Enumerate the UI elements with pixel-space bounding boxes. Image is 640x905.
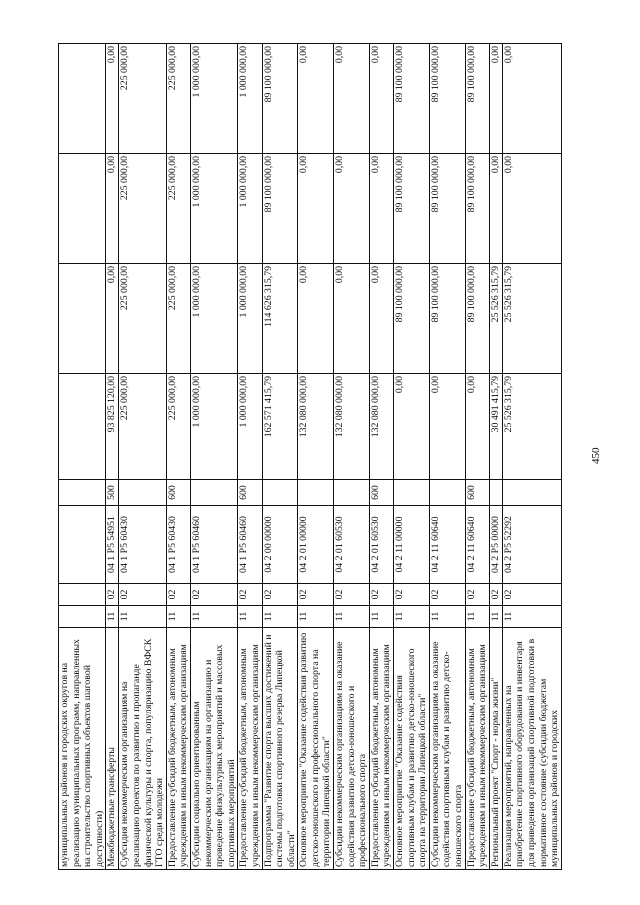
cell-csr: 04 2 11 60640 xyxy=(429,506,465,584)
cell-sum-2 xyxy=(59,264,106,374)
cell-gr: 11 xyxy=(334,606,370,628)
cell-sum-3: 225 000,00 xyxy=(166,154,190,264)
cell-sum-3: 0,00 xyxy=(369,154,393,264)
cell-sum-4: 0,00 xyxy=(502,44,561,154)
cell-sum-3: 0,00 xyxy=(298,154,334,264)
cell-vr: 600 xyxy=(369,480,393,506)
cell-sum-2: 0,00 xyxy=(106,264,119,374)
cell-sum-4: 89 100 000,00 xyxy=(262,44,298,154)
cell-pr: 02 xyxy=(502,584,561,606)
cell-sum-3: 1 000 000,00 xyxy=(190,154,237,264)
cell-vr: 600 xyxy=(166,480,190,506)
table-body xyxy=(59,44,562,870)
table-row xyxy=(489,44,502,870)
cell-gr: 11 xyxy=(262,606,298,628)
cell-sum-2: 25 526 315,79 xyxy=(502,264,561,374)
cell-pr: 02 xyxy=(190,584,237,606)
row-name: Межбюджетные трансферты xyxy=(106,628,119,870)
cell-sum-3: 1 000 000,00 xyxy=(238,154,262,264)
table-row xyxy=(334,44,370,870)
cell-pr: 02 xyxy=(429,584,465,606)
cell-gr: 11 xyxy=(166,606,190,628)
row-name: Основное мероприятие "Оказание содействия спортивным клубам и развитию детско-юношеского спорта на территории Липецкой области" xyxy=(394,628,430,870)
row-name: муниципальных районов и городских округов на реализацию муниципальных программ, направленных на строительство спортивных объектов шаговой доступности) xyxy=(59,628,106,870)
page-number: 450 xyxy=(590,447,602,464)
cell-sum-3 xyxy=(59,154,106,264)
cell-sum-3: 89 100 000,00 xyxy=(262,154,298,264)
row-name: Субсидии некоммерческим организациям на оказание содействия развитию детско-юношеского и профессионального спорта xyxy=(334,628,370,870)
cell-gr: 11 xyxy=(429,606,465,628)
cell-sum-3: 0,00 xyxy=(489,154,502,264)
table-row xyxy=(369,44,393,870)
cell-csr: 04 1 P5 54951 xyxy=(106,506,119,584)
cell-sum-2: 25 526 315,79 xyxy=(489,264,502,374)
cell-gr: 11 xyxy=(238,606,262,628)
cell-gr: 11 xyxy=(298,606,334,628)
cell-gr: 11 xyxy=(502,606,561,628)
cell-sum-4: 89 100 000,00 xyxy=(465,44,489,154)
table-row xyxy=(465,44,489,870)
row-name: Субсидия некоммерческим организациям на реализацию проектов по развитию и пропаганде физической культуры и спорта, популяризацию ВФСК ГТО среди молодежи xyxy=(119,628,166,870)
cell-vr: 600 xyxy=(238,480,262,506)
cell-pr: 02 xyxy=(166,584,190,606)
cell-sum-4: 1 000 000,00 xyxy=(238,44,262,154)
cell-pr: 02 xyxy=(119,584,166,606)
row-name: Субсидии социально ориентированным некоммерческим организациям на организацию и проведение физкультурных мероприятий и массовых спортивных мероприятий xyxy=(190,628,237,870)
cell-sum-2: 0,00 xyxy=(369,264,393,374)
table-row xyxy=(502,44,561,870)
cell-pr xyxy=(59,584,106,606)
cell-sum-2: 225 000,00 xyxy=(166,264,190,374)
table-row xyxy=(166,44,190,870)
cell-vr xyxy=(59,480,106,506)
cell-sum-3: 0,00 xyxy=(106,154,119,264)
cell-sum-1: 93 825 120,00 xyxy=(106,374,119,480)
cell-sum-2: 89 100 000,00 xyxy=(429,264,465,374)
cell-pr: 02 xyxy=(106,584,119,606)
cell-csr: 04 1 P5 60430 xyxy=(166,506,190,584)
cell-csr: 04 1 P5 60460 xyxy=(190,506,237,584)
cell-sum-4: 0,00 xyxy=(298,44,334,154)
cell-sum-4: 225 000,00 xyxy=(166,44,190,154)
cell-gr: 11 xyxy=(119,606,166,628)
cell-sum-2: 114 626 315,79 xyxy=(262,264,298,374)
cell-sum-1: 132 080 000,00 xyxy=(298,374,334,480)
cell-sum-3: 0,00 xyxy=(334,154,370,264)
cell-sum-3: 0,00 xyxy=(502,154,561,264)
cell-sum-4: 0,00 xyxy=(489,44,502,154)
cell-gr: 11 xyxy=(465,606,489,628)
cell-pr: 02 xyxy=(262,584,298,606)
cell-sum-1: 1 000 000,00 xyxy=(238,374,262,480)
cell-vr: 500 xyxy=(106,480,119,506)
cell-sum-1: 25 526 315,79 xyxy=(502,374,561,480)
cell-csr: 04 2 00 00000 xyxy=(262,506,298,584)
cell-sum-4 xyxy=(59,44,106,154)
table-row xyxy=(106,44,119,870)
cell-sum-4: 225 000,00 xyxy=(119,44,166,154)
table-row xyxy=(429,44,465,870)
table-row xyxy=(394,44,430,870)
cell-sum-1: 132 080 000,00 xyxy=(369,374,393,480)
cell-vr xyxy=(119,480,166,506)
cell-sum-1: 225 000,00 xyxy=(166,374,190,480)
cell-vr xyxy=(489,480,502,506)
cell-sum-4: 89 100 000,00 xyxy=(394,44,430,154)
cell-pr: 02 xyxy=(298,584,334,606)
cell-csr xyxy=(59,506,106,584)
row-name: Субсидии некоммерческим организациям на оказание содействия спортивным клубам и развитию детско-юношеского спорта xyxy=(429,628,465,870)
cell-sum-3: 225 000,00 xyxy=(119,154,166,264)
row-name: Предоставление субсидий бюджетным, автономным учреждениям и иным некоммерческим организациям xyxy=(369,628,393,870)
cell-vr: 600 xyxy=(465,480,489,506)
cell-sum-1: 225 000,00 xyxy=(119,374,166,480)
table-row xyxy=(119,44,166,870)
cell-gr: 11 xyxy=(190,606,237,628)
cell-sum-3: 89 100 000,00 xyxy=(429,154,465,264)
cell-sum-4: 0,00 xyxy=(369,44,393,154)
cell-sum-1 xyxy=(59,374,106,480)
cell-sum-4: 0,00 xyxy=(106,44,119,154)
cell-pr: 02 xyxy=(238,584,262,606)
cell-vr xyxy=(334,480,370,506)
cell-sum-1: 162 571 415,79 xyxy=(262,374,298,480)
table-row xyxy=(238,44,262,870)
table-row xyxy=(262,44,298,870)
cell-sum-1: 132 080 000,00 xyxy=(334,374,370,480)
cell-sum-2: 1 000 000,00 xyxy=(190,264,237,374)
row-name: Предоставление субсидий бюджетным, автономным учреждениям и иным некоммерческим организациям xyxy=(166,628,190,870)
cell-sum-4: 89 100 000,00 xyxy=(429,44,465,154)
cell-sum-3: 89 100 000,00 xyxy=(465,154,489,264)
row-name: Предоставление субсидий бюджетным, автономным учреждениям и иным некоммерческим организациям xyxy=(465,628,489,870)
budget-table xyxy=(58,43,562,870)
cell-gr: 11 xyxy=(489,606,502,628)
row-name: Основное мероприятие "Оказание содействия развитию детско-юношеского и профессионального спорта на территории Липецкой области" xyxy=(298,628,334,870)
cell-vr xyxy=(394,480,430,506)
cell-vr xyxy=(262,480,298,506)
row-name: Предоставление субсидий бюджетным, автономным учреждениям и иным некоммерческим организациям xyxy=(238,628,262,870)
cell-sum-1: 0,00 xyxy=(429,374,465,480)
cell-sum-3: 89 100 000,00 xyxy=(394,154,430,264)
cell-sum-4: 0,00 xyxy=(334,44,370,154)
table-row xyxy=(190,44,237,870)
cell-vr xyxy=(190,480,237,506)
cell-pr: 02 xyxy=(465,584,489,606)
cell-sum-1: 0,00 xyxy=(394,374,430,480)
cell-sum-2: 89 100 000,00 xyxy=(465,264,489,374)
cell-pr: 02 xyxy=(489,584,502,606)
cell-csr: 04 2 11 60640 xyxy=(465,506,489,584)
cell-gr: 11 xyxy=(369,606,393,628)
cell-gr: 11 xyxy=(394,606,430,628)
cell-vr xyxy=(429,480,465,506)
cell-csr: 04 1 P5 60460 xyxy=(238,506,262,584)
cell-pr: 02 xyxy=(394,584,430,606)
cell-sum-1: 1 000 000,00 xyxy=(190,374,237,480)
cell-csr: 04 1 P5 60430 xyxy=(119,506,166,584)
row-name: Реализация мероприятий, направленных на приобретение спортивного оборудования и инвентаря для приведения организаций спортивной подготовки в нормативное состояние (субсидии бюджетам муниципальных районов и городских xyxy=(502,628,561,870)
cell-vr xyxy=(298,480,334,506)
cell-csr: 04 2 P5 00000 xyxy=(489,506,502,584)
cell-sum-2: 89 100 000,00 xyxy=(394,264,430,374)
cell-sum-2: 0,00 xyxy=(334,264,370,374)
cell-gr xyxy=(59,606,106,628)
cell-csr: 04 2 01 60530 xyxy=(334,506,370,584)
cell-csr: 04 2 11 00000 xyxy=(394,506,430,584)
cell-sum-1: 0,00 xyxy=(465,374,489,480)
cell-sum-2: 225 000,00 xyxy=(119,264,166,374)
cell-sum-2: 1 000 000,00 xyxy=(238,264,262,374)
cell-csr: 04 2 01 00000 xyxy=(298,506,334,584)
cell-sum-4: 1 000 000,00 xyxy=(190,44,237,154)
row-name: Подпрограмма "Развитие спорта высших достижений и системы подготовки спортивного резерва Липецкой области" xyxy=(262,628,298,870)
table-row xyxy=(59,44,106,870)
cell-pr: 02 xyxy=(369,584,393,606)
row-name: Региональный проект "Спорт - норма жизни" xyxy=(489,628,502,870)
cell-csr: 04 2 01 60530 xyxy=(369,506,393,584)
cell-sum-1: 30 491 415,79 xyxy=(489,374,502,480)
cell-pr: 02 xyxy=(334,584,370,606)
cell-sum-2: 0,00 xyxy=(298,264,334,374)
cell-vr xyxy=(502,480,561,506)
cell-gr: 11 xyxy=(106,606,119,628)
table-row xyxy=(298,44,334,870)
cell-csr: 04 2 P5 52292 xyxy=(502,506,561,584)
